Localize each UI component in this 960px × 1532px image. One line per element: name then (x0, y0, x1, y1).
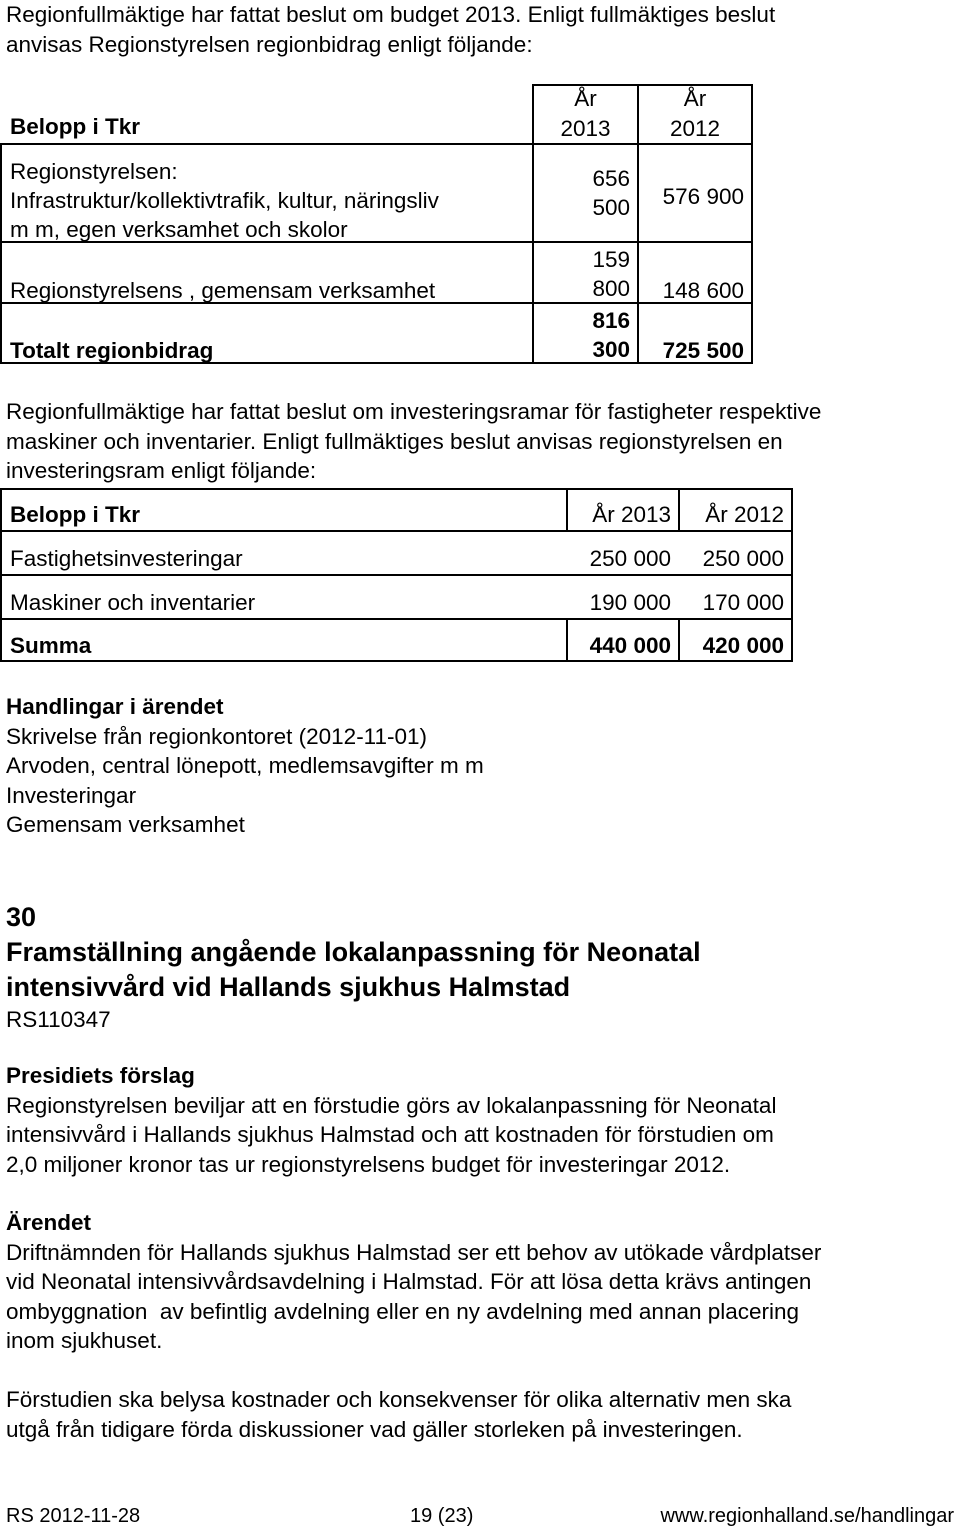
table2-row-2012: 170 000 (702, 590, 784, 615)
text-line: Regionstyrelsen beviljar att en förstudie görs av lokalanpassning för Neonatal (6, 1092, 777, 1118)
table1-total-label: Totalt regionbidrag (10, 338, 214, 363)
investment-table (0, 488, 800, 668)
text-line: 2,0 miljoner kronor tas ur regionstyrelsens budget för investeringar 2012. (6, 1151, 731, 1177)
table1-row-2012: 148 600 (662, 278, 744, 303)
documents-section (6, 692, 484, 840)
document-item: Skrivelse från regionkontoret (2012-11-01) (6, 723, 428, 749)
table2-sum-2013: 440 000 (589, 633, 671, 658)
footer-page-number: 19 (23) (410, 1505, 474, 1527)
table2-row-label: Fastighetsinvesteringar (10, 546, 243, 571)
item-number: 30 (6, 902, 37, 932)
table2-sum-label: Summa (10, 633, 92, 658)
item-title: intensivvård vid Hallands sjukhus Halmstad (6, 972, 571, 1002)
table1-row-label: Regionstyrelsen: Infrastruktur/kollektivtrafik, kultur, näringsliv m m, egen verksamhet och skolor (10, 159, 439, 242)
table1-row-2013: 656 500 (592, 166, 630, 220)
text-line: Regionfullmäktige har fattat beslut om investeringsramar för fastigheter respektive (6, 399, 822, 424)
item-reference: RS110347 (6, 1007, 111, 1032)
text-line: ombyggnation av befintlig avdelning eller en ny avdelning med annan placering (6, 1298, 800, 1324)
table1-total-2013: 816 300 (592, 308, 630, 362)
section-heading: Handlingar i ärendet (6, 694, 224, 719)
table2-header-2013: År 2013 (592, 502, 671, 527)
text-line: anvisas Regionstyrelsen regionbidrag enligt följande: (6, 31, 533, 57)
text-line: Driftnämnden för Hallands sjukhus Halmstad ser ett behov av utökade vårdplatser (6, 1239, 822, 1265)
footer-date: RS 2012-11-28 (6, 1505, 141, 1527)
table1-total-2012: 725 500 (662, 338, 744, 363)
table2-row-2012: 250 000 (702, 546, 784, 571)
proposal-section (6, 1061, 776, 1179)
table2-sum-2012: 420 000 (702, 633, 784, 658)
table1-row-2012: 576 900 (662, 184, 744, 209)
text-line: utgå från tidigare förda diskussioner vad gäller storleken på investeringen. (6, 1416, 743, 1442)
document-item: Arvoden, central lönepott, medlemsavgifter m m (6, 753, 484, 778)
text-line: vid Neonatal intensivvårdsavdelning i Halmstad. För att lösa detta krävs antingen (6, 1269, 812, 1294)
matter-section (6, 1208, 821, 1356)
document-item: Investeringar (6, 782, 137, 808)
table2-header-2012: År 2012 (705, 502, 784, 527)
text-line: maskiner och inventarier. Enligt fullmäktiges beslut anvisas regionstyrelsen en (6, 428, 783, 454)
intro-paragraph (6, 0, 775, 59)
table1-header-2012: År 2012 (669, 86, 721, 141)
table2-header-label: Belopp i Tkr (10, 502, 141, 527)
table1-row-2013: 159 800 (592, 247, 630, 301)
text-line: investeringsram enligt följande: (6, 458, 317, 483)
item-title: Framställning angående lokalanpassning för Neonatal (6, 937, 701, 967)
text-line: Regionfullmäktige har fattat beslut om budget 2013. Enligt fullmäktiges beslut (6, 2, 776, 27)
text-line: inom sjukhuset. (6, 1328, 163, 1353)
table2-row-label: Maskiner och inventarier (10, 590, 256, 615)
item-section (6, 900, 701, 1035)
footer-url[interactable]: www.regionhalland.se/handlingar (660, 1505, 954, 1527)
matter-paragraph-2 (6, 1385, 791, 1444)
text-line: Förstudien ska belysa kostnader och konsekvenser för olika alternativ men ska (6, 1387, 792, 1412)
section-heading: Presidiets förslag (6, 1063, 195, 1088)
table1-header-2013: År 2013 (560, 86, 611, 141)
document-item: Gemensam verksamhet (6, 812, 245, 837)
table2-row-2013: 190 000 (589, 590, 671, 615)
table1-row-label: Regionstyrelsens , gemensam verksamhet (10, 278, 436, 303)
regionbidrag-table (0, 84, 760, 374)
table2-row-2013: 250 000 (589, 546, 671, 571)
table1-header-label: Belopp i Tkr (10, 114, 141, 139)
investment-paragraph (6, 397, 821, 486)
text-line: intensivvård i Hallands sjukhus Halmstad och att kostnaden för förstudien om (6, 1122, 774, 1147)
section-heading: Ärendet (6, 1210, 92, 1235)
